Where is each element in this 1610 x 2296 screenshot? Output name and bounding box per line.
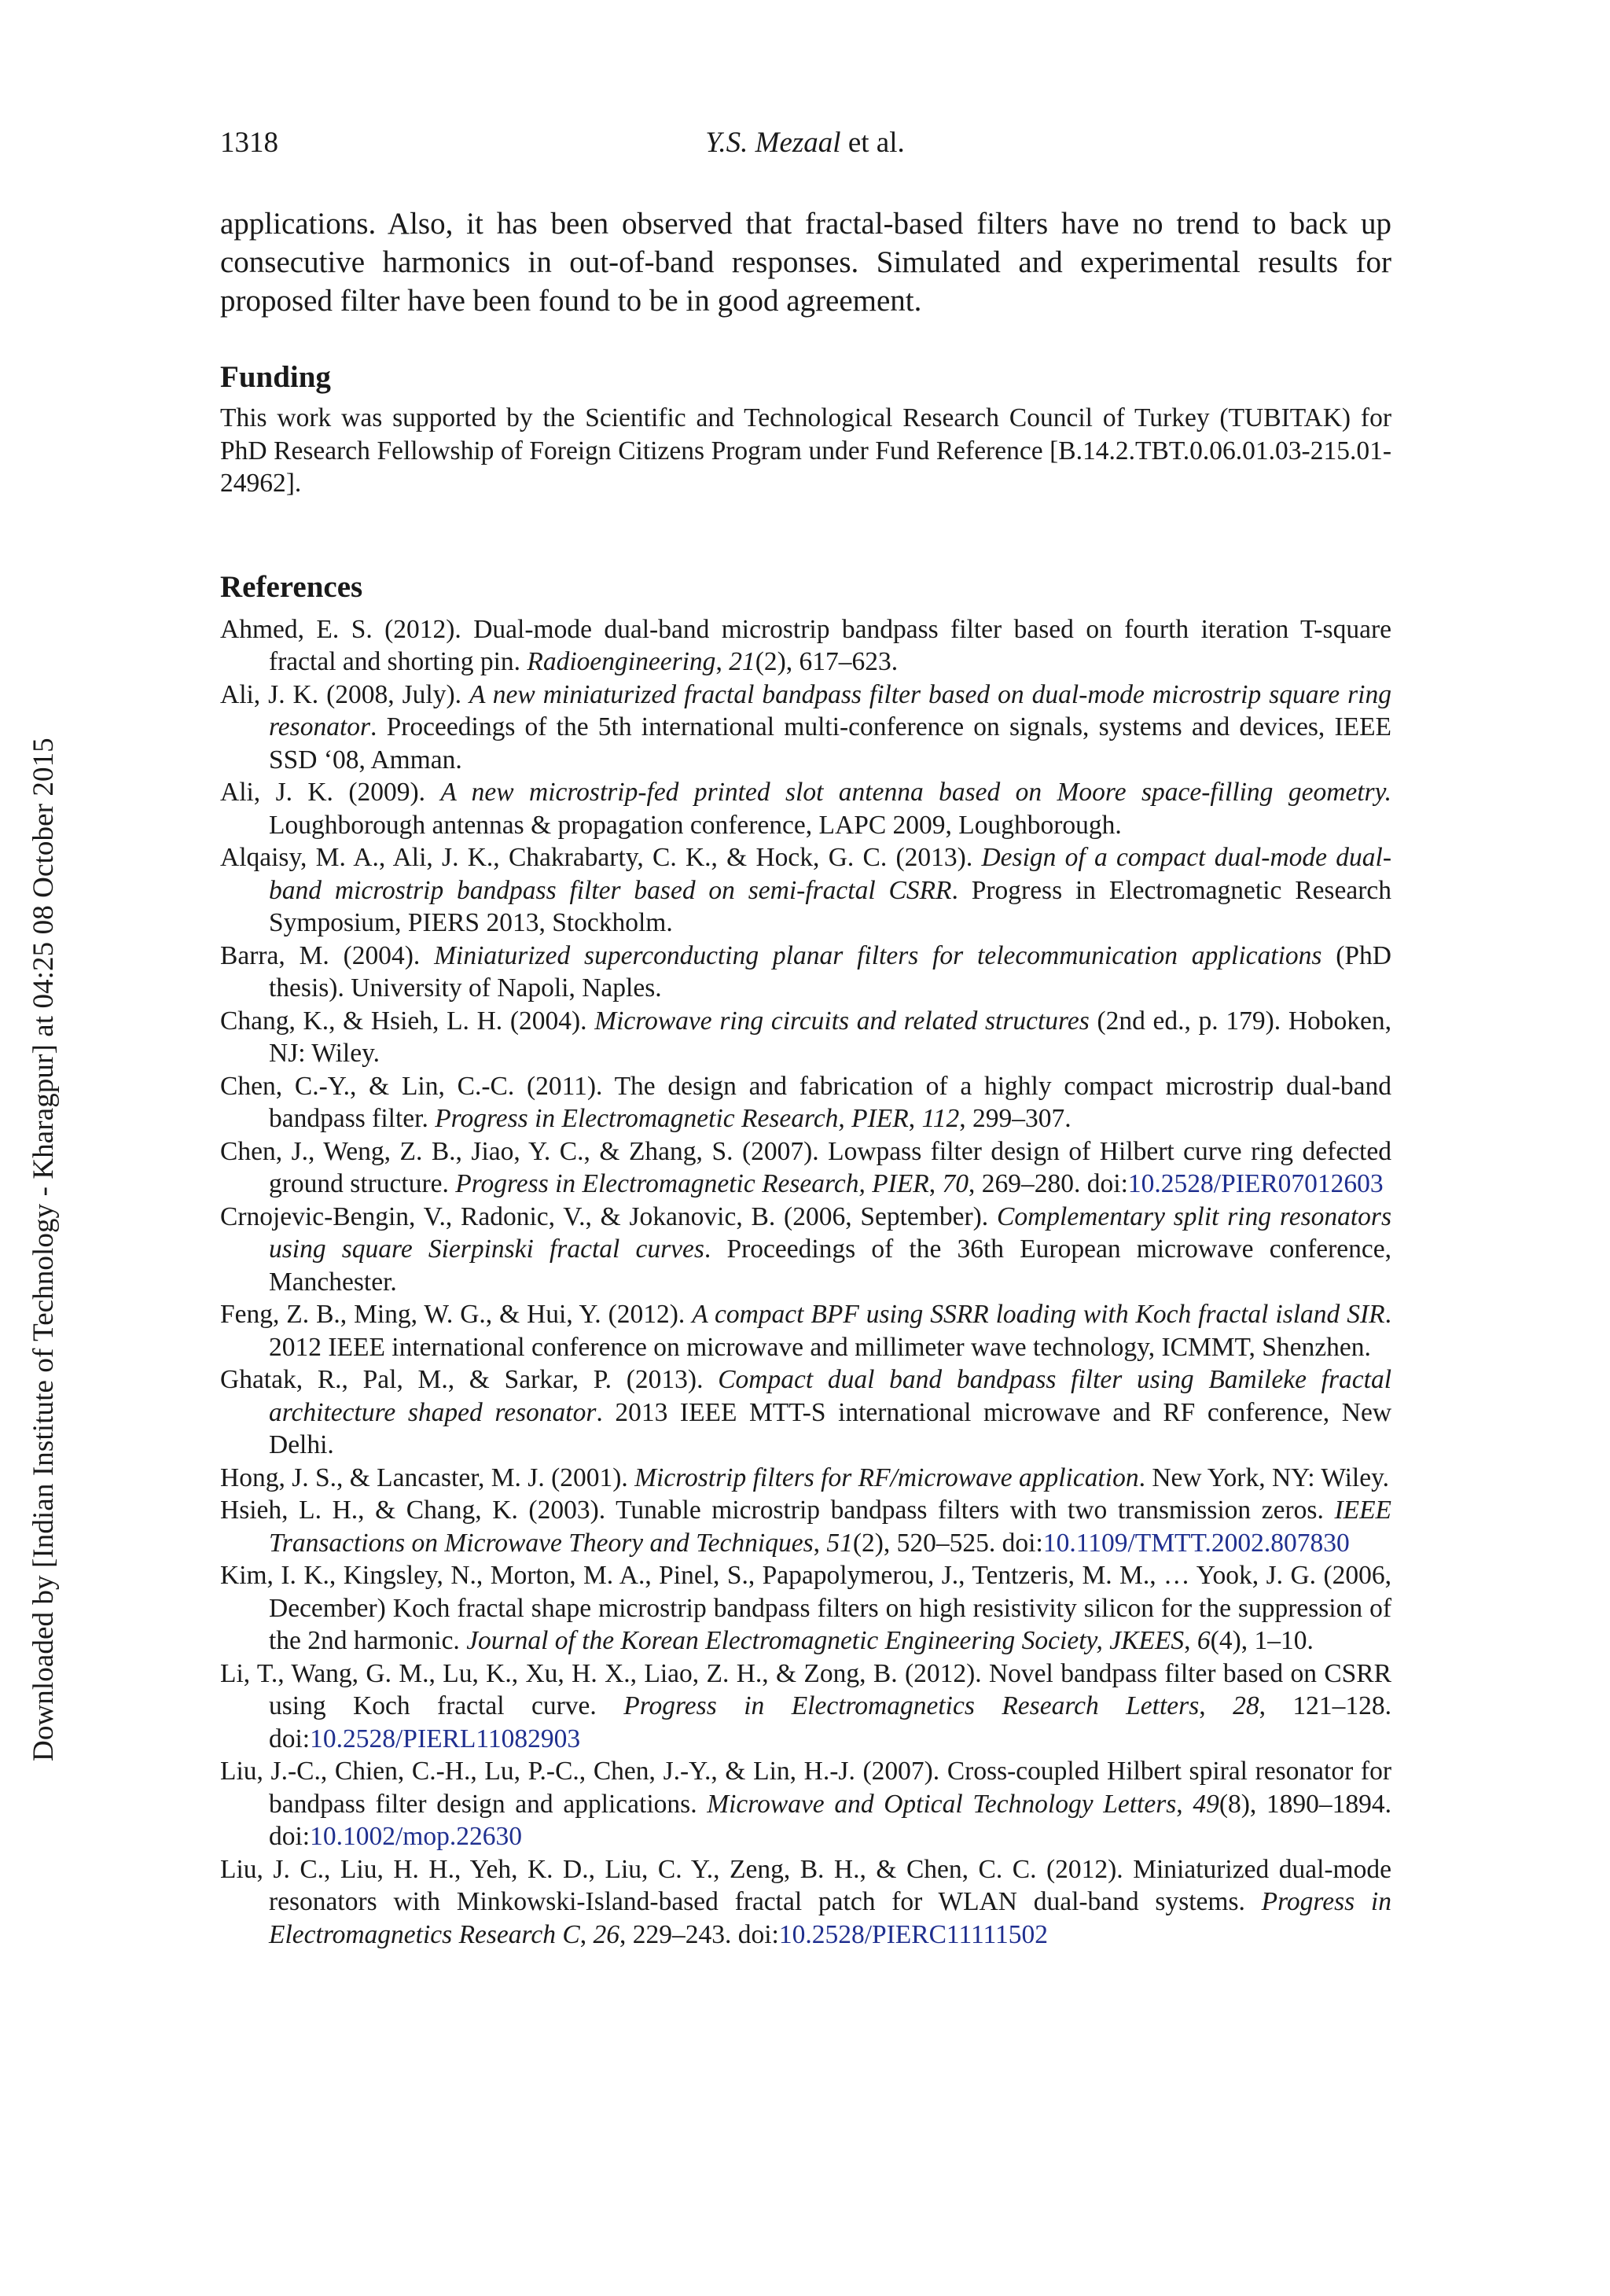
download-notice: Downloaded by [Indian Institute of Technology - Kharagpur] at 04:25 08 October 2015	[28, 738, 60, 1761]
reference-italic-text: A new miniaturized fractal bandpass filter based on dual-mode microstrip square ring resonator	[269, 679, 1391, 741]
reference-text: (4), 1–10.	[1210, 1626, 1314, 1655]
reference-item	[220, 940, 1391, 1005]
reference-text: ,	[813, 1528, 827, 1558]
reference-item	[220, 679, 1391, 777]
reference-italic-text: Progress in Electromagnetics Research C	[269, 1887, 1391, 1949]
reference-italic-text: 26	[593, 1919, 619, 1949]
reference-text: ,	[1176, 1789, 1193, 1819]
reference-item	[220, 1135, 1391, 1201]
reference-text: . New York, NY: Wiley.	[1138, 1463, 1390, 1492]
funding-paragraph: This work was supported by the Scientific and Technological Research Council of Turkey (TUBITAK) for PhD Research Fellowship of Foreign Citizens Program under Fund Reference [B.14.2.TBT.0.06.01.03-215.01-24962].	[220, 403, 1391, 498]
reference-text: ,	[1199, 1691, 1233, 1720]
reference-italic-text: Journal of the Korean Electromagnetic Engineering Society, JKEES	[466, 1626, 1185, 1655]
reference-item	[220, 1658, 1391, 1756]
reference-text: Crnojevic-Bengin, V., Radonic, V., & Jokanovic, B. (2006, September).	[220, 1201, 997, 1231]
reference-text: Kim, I. K., Kingsley, N., Morton, M. A., Pinel, S., Papapolymerou, J., Tentzeris, M. M., … Yook, J. G. (2006, December) Koch fractal shape microstrip bandpass filters on high resistivity silicon for the suppression of the 2nd harmonic.	[220, 1561, 1391, 1655]
reference-item	[220, 1201, 1391, 1299]
reference-text: Alqaisy, M. A., Ali, J. K., Chakrabarty, C. K., & Hock, G. C. (2013).	[220, 843, 982, 872]
reference-italic-text: A compact BPF using SSRR loading with Koch fractal island SIR	[692, 1300, 1385, 1329]
reference-text: , 269–280. doi:	[969, 1169, 1128, 1198]
reference-text: Hsieh, L. H., & Chang, K. (2003). Tunable microstrip bandpass filters with two transmission zeros.	[220, 1496, 1335, 1525]
reference-item	[220, 776, 1391, 841]
doi-link[interactable]: 10.2528/PIERL11082903	[310, 1724, 581, 1753]
reference-italic-text: Design of a compact dual-mode dual-band microstrip bandpass filter based on semi-fractal CSRR	[269, 843, 1391, 905]
page-number: 1318	[220, 127, 278, 159]
doi-link[interactable]: 10.1109/TMTT.2002.807830	[1042, 1528, 1350, 1558]
reference-text: Hong, J. S., & Lancaster, M. J. (2001).	[220, 1463, 635, 1492]
running-head-etal: et al.	[840, 127, 905, 159]
reference-italic-text: 51	[826, 1528, 853, 1558]
reference-text: . Proceedings of the 36th European microwave conference, Manchester.	[269, 1234, 1391, 1297]
reference-italic-text: 112	[921, 1104, 960, 1133]
reference-item	[220, 1755, 1391, 1853]
reference-text: Chen, J., Weng, Z. B., Jiao, Y. C., & Zhang, S. (2007). Lowpass filter design of Hilbert curve ring defected ground structure.	[220, 1136, 1391, 1198]
reference-text: ,	[1184, 1626, 1197, 1655]
reference-text: ,	[928, 1169, 943, 1198]
reference-item	[220, 1559, 1391, 1658]
reference-text: Ali, J. K. (2009).	[220, 778, 441, 807]
reference-text: . 2012 IEEE international conference on microwave and millimeter wave technology, ICMMT, Shenzhen.	[269, 1300, 1391, 1362]
reference-text: . Progress in Electromagnetic Research Symposium, PIERS 2013, Stockholm.	[269, 875, 1391, 937]
reference-text: Chen, C.-Y., & Lin, C.-C. (2011). The design and fabrication of a highly compact microstrip dual-band bandpass filter.	[220, 1071, 1391, 1133]
reference-text: Li, T., Wang, G. M., Lu, K., Xu, H. X., Liao, Z. H., & Zong, B. (2012). Novel bandpass filter based on CSRR using Koch fractal curve.	[220, 1658, 1391, 1720]
reference-list	[220, 613, 1391, 1952]
reference-item	[220, 841, 1391, 940]
reference-text: (8), 1890–1894. doi:	[269, 1789, 1392, 1851]
references-heading: References	[220, 569, 363, 604]
reference-italic-text: Radioengineering	[527, 647, 716, 676]
reference-text: ,	[908, 1104, 922, 1133]
reference-item	[220, 1462, 1391, 1495]
reference-text: (2), 617–623.	[755, 647, 899, 676]
reference-italic-text: Progress in Electromagnetics Research Letters	[623, 1691, 1200, 1720]
reference-text: , 299–307.	[959, 1104, 1071, 1133]
reference-text: Chang, K., & Hsieh, L. H. (2004).	[220, 1006, 595, 1036]
reference-italic-text: 49	[1193, 1789, 1219, 1819]
reference-text: ,	[715, 647, 730, 676]
reference-text: Feng, Z. B., Ming, W. G., & Hui, Y. (2012).	[220, 1300, 693, 1329]
running-head-authors: Y.S. Mezaal	[705, 127, 841, 159]
running-head	[0, 126, 1610, 160]
reference-italic-text: 28	[1233, 1691, 1259, 1720]
reference-text: . 2013 IEEE MTT-S international microwave and RF conference, New Delhi.	[269, 1397, 1392, 1459]
reference-italic-text: A new microstrip-fed printed slot antenna based on Moore space-filling geometry.	[440, 778, 1391, 807]
reference-text: , 229–243. doi:	[619, 1919, 779, 1949]
reference-italic-text: 70	[942, 1169, 969, 1198]
page-body	[220, 204, 1391, 1951]
reference-text: (2), 520–525. doi:	[852, 1528, 1043, 1558]
reference-italic-text: Microwave ring circuits and related structures	[594, 1006, 1090, 1036]
reference-text: Barra, M. (2004).	[220, 940, 435, 970]
reference-item	[220, 1298, 1391, 1363]
reference-item	[220, 1363, 1391, 1462]
reference-italic-text: Progress in Electromagnetic Research, PIER	[455, 1169, 929, 1198]
doi-link[interactable]: 10.2528/PIER07012603	[1127, 1169, 1384, 1198]
reference-text: Ahmed, E. S. (2012). Dual-mode dual-band microstrip bandpass filter based on fourth iteration T-square fractal and shorting pin.	[220, 614, 1391, 676]
reference-italic-text: Microwave and Optical Technology Letters	[707, 1789, 1177, 1819]
reference-text: ,	[579, 1919, 594, 1949]
reference-item	[220, 1853, 1391, 1952]
reference-item	[220, 613, 1391, 679]
reference-text: . Proceedings of the 5th international multi-conference on signals, systems and devices, IEEE SSD ‘08, Amman.	[269, 712, 1391, 775]
reference-text: (2nd ed., p. 179). Hoboken, NJ: Wiley.	[269, 1006, 1392, 1068]
reference-text: , 121–128. doi:	[269, 1691, 1392, 1753]
reference-text: (PhD thesis). University of Napoli, Naples.	[269, 940, 1391, 1003]
reference-italic-text: Microstrip filters for RF/microwave application	[634, 1463, 1139, 1492]
reference-item	[220, 1494, 1391, 1559]
reference-italic-text: IEEE Transactions on Microwave Theory and Techniques	[269, 1496, 1391, 1558]
reference-item	[220, 1070, 1391, 1135]
reference-text: Liu, J.-C., Chien, C.-H., Lu, P.-C., Chen, J.-Y., & Lin, H.-J. (2007). Cross-coupled Hilbert spiral resonator for bandpass filter design and applications.	[220, 1757, 1391, 1819]
reference-italic-text: Miniaturized superconducting planar filters for telecommunication applications	[434, 940, 1322, 970]
reference-item	[220, 1005, 1391, 1070]
funding-heading: Funding	[220, 360, 331, 394]
doi-link[interactable]: 10.2528/PIERC11111502	[778, 1919, 1048, 1949]
reference-italic-text: 6	[1196, 1626, 1211, 1655]
reference-italic-text: Progress in Electromagnetic Research, PIER	[435, 1104, 909, 1133]
reference-text: Ghatak, R., Pal, M., & Sarkar, P. (2013).	[220, 1365, 719, 1394]
intro-paragraph: applications. Also, it has been observed that fractal-based filters have no trend to back up consecutive harmonics in out-of-band responses. Simulated and experimental results for proposed filter have been found to be in good agreement.	[220, 207, 1391, 318]
reference-italic-text: Compact dual band bandpass filter using Bamileke fractal architecture shaped resonator	[269, 1365, 1391, 1427]
reference-italic-text: 21	[729, 647, 755, 676]
doi-link[interactable]: 10.1002/mop.22630	[310, 1822, 522, 1851]
reference-text: Liu, J. C., Liu, H. H., Yeh, K. D., Liu, C. Y., Zeng, B. H., & Chen, C. C. (2012). Miniaturized dual-mode resonators with Minkowski-Island-based fractal patch for WLAN dual-band systems.	[220, 1854, 1391, 1916]
reference-text: Ali, J. K. (2008, July).	[220, 679, 469, 709]
reference-italic-text: Complementary split ring resonators using square Sierpinski fractal curves	[269, 1201, 1391, 1264]
reference-text: Loughborough antennas & propagation conference, LAPC 2009, Loughborough.	[269, 810, 1122, 840]
